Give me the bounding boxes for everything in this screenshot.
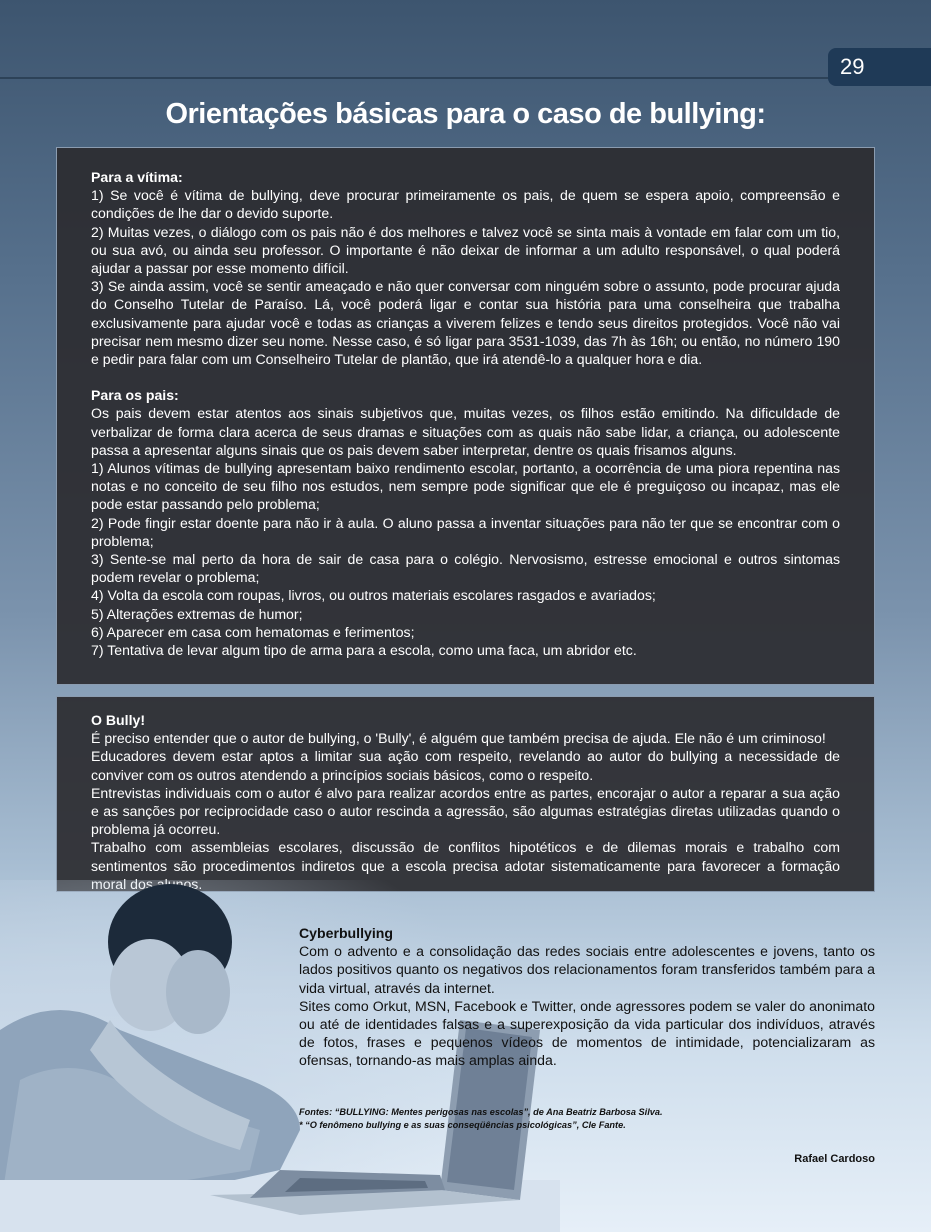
parents-intro: Os pais devem estar atentos aos sinais subjetivos que, muitas vezes, os filhos estão emitindo. Na dificuldade de verbalizar de forma clara acerca de seus dramas e situações com as quais não sabe lidar, a criança, ou adolescente passa a apresentar alguns sinais que os pais devem saber interpretar, dentre os quais frisamos alguns. bbox=[91, 405, 840, 458]
parents-heading: Para os pais: bbox=[91, 387, 179, 404]
parents-item: 3) Sente-se mal perto da hora de sair de casa para o colégio. Nervosismo, estresse emocional e outros sintomas podem revelar o problema; bbox=[91, 551, 840, 586]
parents-item: 5) Alterações extremas de humor; bbox=[91, 605, 303, 622]
bully-panel bbox=[56, 696, 875, 892]
cyberbullying-paragraph: Sites como Orkut, MSN, Facebook e Twitter, onde agressores podem se valer do anonimato ou até de identidades falsas e a superexposição da vida particular dos indivíduos, através de fotos, frases e pequenos vídeos de momentos de intimidade, potencializaram as ofensas, tornando-as mais amplas ainda. bbox=[299, 997, 875, 1069]
parents-item: 7) Tentativa de levar algum tipo de arma para a escola, como uma faca, um abridor etc. bbox=[91, 642, 637, 659]
cyberbullying-section bbox=[299, 924, 875, 1070]
bully-heading: O Bully! bbox=[91, 712, 146, 728]
source-line: * “O fenômeno bullying e as suas conseqüências psicológicas”, Cle Fante. bbox=[299, 1120, 626, 1130]
victim-item: 3) Se ainda assim, você se sentir ameaçado e não quer conversar com ninguém sobre o assunto, pode procurar ajuda do Conselho Tutelar de Paraíso. Lá, você poderá ligar e contar sua história para uma conselheira que trabalha exclusivamente para ajudar você e todas as crianças a viverem felizes e tendo seus direitos protegidos. Você não vai precisar nem mesmo dizer seu nome. Nesse caso, é só ligar para 3531-1039, das 7h às 16h; ou então, no número 190 e pedir para falar com um Conselheiro Tutelar de plantão, que irá atendê-lo a qualquer hora e dia. bbox=[91, 278, 840, 368]
parents-item: 6) Aparecer em casa com hematomas e ferimentos; bbox=[91, 623, 415, 640]
author-credit: Rafael Cardoso bbox=[794, 1153, 875, 1165]
bully-paragraph: Trabalho com assembleias escolares, discussão de conflitos hipotéticos e de dilemas morais e trabalho com sentimentos são procedimentos indiretos que a escola precisa adotar sistematicamente para favorecer a formação bbox=[91, 839, 840, 874]
guidance-panel bbox=[56, 147, 875, 685]
bully-paragraph: Entrevistas individuais com o autor é alvo para realizar acordos entre as partes, encorajar o autor a reparar a sua ação e as sanções por reciprocidade caso o autor rescinda a agressão, são algumas estratégias diretas utilizadas quando o problema já ocorreu. bbox=[91, 784, 840, 838]
victim-item: 2) Muitas vezes, o diálogo com os pais não é dos melhores e talvez você se sinta mais à vontade em falar com um tio, ou sua avó, ou ainda seu professor. O importante é não deixar de informar a um adulto responsável, o qual poderá ajudar a passar por esse momento difícil. bbox=[91, 223, 840, 277]
page-title: Orientações básicas para o caso de bullying: bbox=[165, 98, 766, 130]
bully-paragraph: Educadores devem estar aptos a limitar sua ação com respeito, revelando ao autor do bullying a necessidade de conviver com os outros atendendo a princípios sociais básicos, como o respeito. bbox=[91, 748, 840, 783]
header-rule bbox=[0, 77, 931, 79]
parents-item: 4) Volta da escola com roupas, livros, ou outros materiais escolares rasgados e avariados; bbox=[91, 587, 656, 604]
parents-item: 2) Pode fingir estar doente para não ir à aula. O aluno passa a inventar situações para não ter que se encontrar com o problema; bbox=[91, 514, 840, 549]
cyberbullying-heading: Cyberbullying bbox=[299, 925, 393, 941]
bully-paragraph: É preciso entender que o autor de bullying, o 'Bully', é alguém que também precisa de ajuda. Ele não é um criminoso! bbox=[91, 730, 826, 747]
source-line: Fontes: “BULLYING: Mentes perigosas nas escolas”, de Ana Beatriz Barbosa Silva. bbox=[299, 1107, 663, 1117]
page-number: 29 bbox=[828, 48, 931, 86]
victim-heading: Para a vítima: bbox=[91, 169, 183, 185]
parents-item: 1) Alunos vítimas de bullying apresentam baixo rendimento escolar, portanto, a ocorrência de uma piora repentina nas notas e no conceito de seu filho nos estudos, nem sempre pode significar que ele é preguiçoso ou incapaz, mas ele pode estar passando pelo problema; bbox=[91, 460, 840, 513]
cyberbullying-paragraph: Com o advento e a consolidação das redes sociais entre adolescentes e jovens, tanto os lados positivos quanto os negativos dos relacionamentos foram transferidos também para a vida virtual, através da internet. bbox=[299, 943, 875, 996]
victim-item: 1) Se você é vítima de bullying, deve procurar primeiramente os pais, de quem se espera apoio, compreensão e condições de lhe dar o devido suporte. bbox=[91, 187, 840, 222]
sources bbox=[299, 1106, 875, 1132]
